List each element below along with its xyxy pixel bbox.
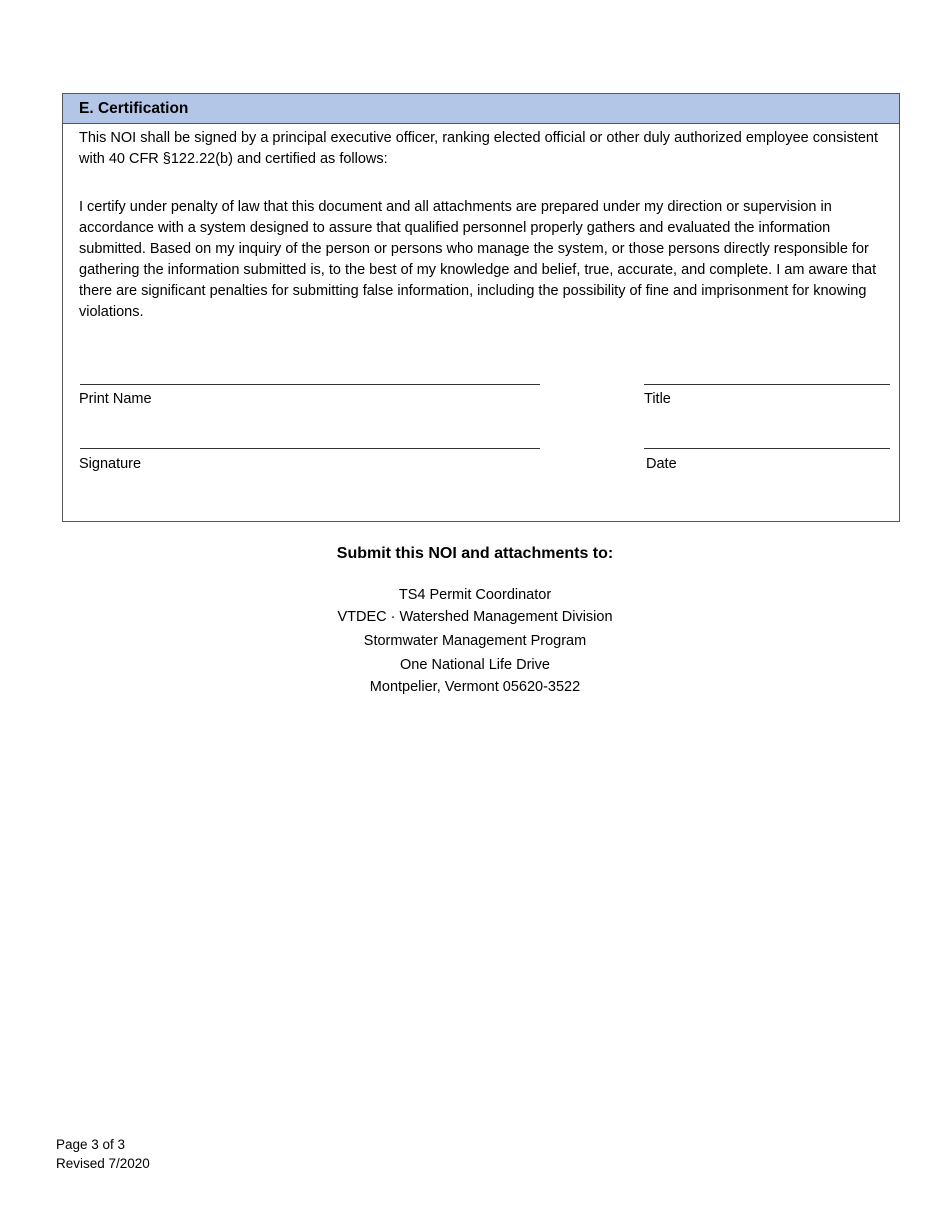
certification-section xyxy=(62,93,900,522)
signature-label: Signature xyxy=(79,456,142,472)
title-line[interactable] xyxy=(644,384,890,385)
print-name-label: Print Name xyxy=(79,391,152,407)
address-line: One National Life Drive xyxy=(400,657,550,673)
signature-line[interactable] xyxy=(80,448,540,449)
certification-heading: E. Certification xyxy=(63,94,899,124)
certification-statement: I certify under penalty of law that this document and all attachments are prepared under my direction or supervision in accordance with a system designed to assure that qualified personnel properly gathers and evaluated the information submitted. Based on my inquiry of the person or persons who manage the system, or those persons directly responsible for gathering the information submitted is, to the best of my knowledge and belief, true, accurate, and complete. I am aware that there are significant penalties for submitting false information, including the possibility of fine and imprisonment for knowing violations. xyxy=(79,199,877,320)
page-number: Page 3 of 3 xyxy=(56,1137,126,1152)
address-line: Montpelier, Vermont 05620-3522 xyxy=(369,679,581,695)
revision-date: Revised 7/2020 xyxy=(56,1156,150,1171)
submit-title: Submit this NOI and attachments to: xyxy=(336,545,614,562)
print-name-line[interactable] xyxy=(80,384,540,385)
date-line[interactable] xyxy=(644,448,890,449)
address-line: TS4 Permit Coordinator xyxy=(398,587,552,603)
certification-intro: This NOI shall be signed by a principal executive officer, ranking elected official or other duly authorized employee consistent with 40 CFR §122.22(b) and certified as follows: xyxy=(79,130,879,167)
date-label: Date xyxy=(646,456,677,472)
address-line: VTDEC · Watershed Management Division xyxy=(337,609,613,625)
title-label: Title xyxy=(644,391,671,407)
address-line: Stormwater Management Program xyxy=(363,633,587,649)
